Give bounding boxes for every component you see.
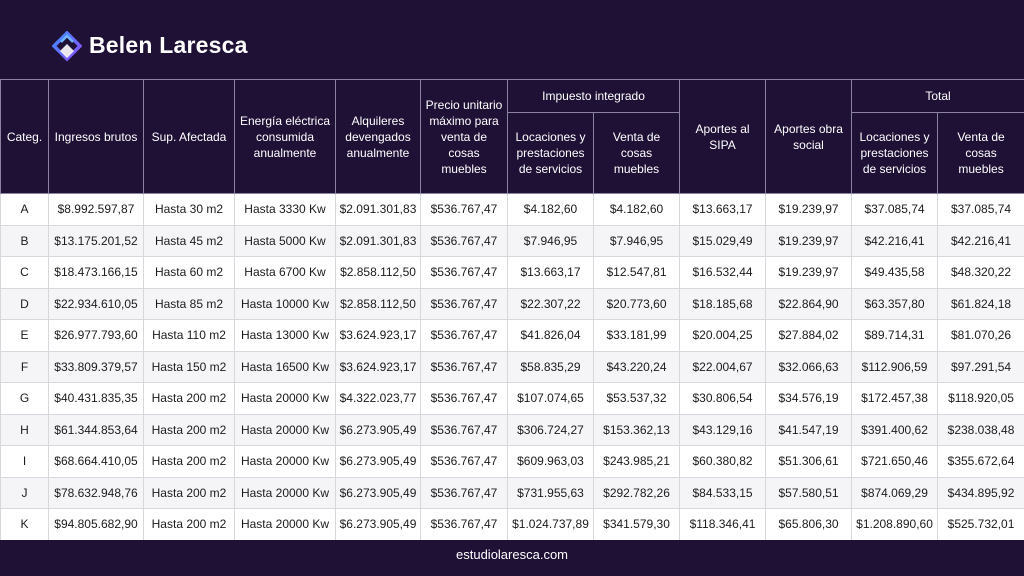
table-row — [1, 509, 1024, 541]
cell-superficie: Hasta 200 m2 — [144, 414, 235, 446]
cell-precio-unitario: $536.767,47 — [421, 194, 508, 226]
cell-impuesto-servicios: $609.963,03 — [508, 446, 594, 478]
table-row — [1, 225, 1024, 257]
cell-total-muebles: $434.895,92 — [938, 477, 1024, 509]
cell-alquileres: $4.322.023,77 — [336, 383, 421, 415]
cell-impuesto-servicios: $7.946,95 — [508, 225, 594, 257]
cell-impuesto-muebles: $243.985,21 — [594, 446, 680, 478]
table-row — [1, 446, 1024, 478]
cell-energia: Hasta 20000 Kw — [235, 509, 336, 541]
cell-aportes-obra-social: $32.066,63 — [766, 351, 852, 383]
cell-total-servicios: $721.650,46 — [852, 446, 938, 478]
cell-precio-unitario: $536.767,47 — [421, 383, 508, 415]
cell-alquileres: $2.858.112,50 — [336, 257, 421, 289]
cell-total-servicios: $391.400,62 — [852, 414, 938, 446]
cell-superficie: Hasta 200 m2 — [144, 383, 235, 415]
cell-total-servicios: $172.457,38 — [852, 383, 938, 415]
cell-impuesto-servicios: $41.826,04 — [508, 320, 594, 352]
cell-impuesto-muebles: $20.773,60 — [594, 288, 680, 320]
cell-aportes-sipa: $30.806,54 — [680, 383, 766, 415]
cell-alquileres: $3.624.923,17 — [336, 351, 421, 383]
cell-aportes-obra-social: $19.239,97 — [766, 225, 852, 257]
cell-precio-unitario: $536.767,47 — [421, 351, 508, 383]
cell-superficie: Hasta 85 m2 — [144, 288, 235, 320]
cell-categoria: C — [1, 257, 49, 289]
header-total-servicios: Locaciones y prestaciones de servicios — [852, 113, 938, 194]
cell-superficie: Hasta 200 m2 — [144, 509, 235, 541]
cell-ingresos-brutos: $26.977.793,60 — [49, 320, 144, 352]
cell-impuesto-servicios: $13.663,17 — [508, 257, 594, 289]
cell-impuesto-muebles: $53.537,32 — [594, 383, 680, 415]
cell-categoria: I — [1, 446, 49, 478]
cell-total-muebles: $355.672,64 — [938, 446, 1024, 478]
table-row — [1, 288, 1024, 320]
table-row — [1, 320, 1024, 352]
cell-impuesto-servicios: $22.307,22 — [508, 288, 594, 320]
cell-precio-unitario: $536.767,47 — [421, 288, 508, 320]
table-row — [1, 383, 1024, 415]
cell-precio-unitario: $536.767,47 — [421, 225, 508, 257]
cell-aportes-obra-social: $22.864,90 — [766, 288, 852, 320]
cell-categoria: G — [1, 383, 49, 415]
cell-precio-unitario: $536.767,47 — [421, 509, 508, 541]
cell-aportes-sipa: $18.185,68 — [680, 288, 766, 320]
cell-ingresos-brutos: $33.809.379,57 — [49, 351, 144, 383]
cell-total-servicios: $112.906,59 — [852, 351, 938, 383]
cell-impuesto-muebles: $341.579,30 — [594, 509, 680, 541]
cell-ingresos-brutos: $94.805.682,90 — [49, 509, 144, 541]
cell-aportes-sipa: $43.129,16 — [680, 414, 766, 446]
cell-total-muebles: $81.070,26 — [938, 320, 1024, 352]
cell-impuesto-servicios: $58.835,29 — [508, 351, 594, 383]
cell-total-servicios: $874.069,29 — [852, 477, 938, 509]
cell-energia: Hasta 13000 Kw — [235, 320, 336, 352]
cell-energia: Hasta 6700 Kw — [235, 257, 336, 289]
cell-precio-unitario: $536.767,47 — [421, 320, 508, 352]
cell-total-muebles: $525.732,01 — [938, 509, 1024, 541]
table-body — [1, 194, 1024, 541]
cell-energia: Hasta 5000 Kw — [235, 225, 336, 257]
table-row — [1, 477, 1024, 509]
header-alquileres: Alquileres devengados anualmente — [336, 80, 421, 194]
cell-total-muebles: $48.320,22 — [938, 257, 1024, 289]
footer-bar — [0, 540, 1024, 576]
cell-aportes-obra-social: $41.547,19 — [766, 414, 852, 446]
cell-superficie: Hasta 200 m2 — [144, 477, 235, 509]
cell-total-servicios: $37.085,74 — [852, 194, 938, 226]
cell-alquileres: $6.273.905,49 — [336, 446, 421, 478]
cell-superficie: Hasta 30 m2 — [144, 194, 235, 226]
cell-alquileres: $2.858.112,50 — [336, 288, 421, 320]
cell-ingresos-brutos: $61.344.853,64 — [49, 414, 144, 446]
cell-ingresos-brutos: $18.473.166,15 — [49, 257, 144, 289]
table-row — [1, 351, 1024, 383]
cell-superficie: Hasta 60 m2 — [144, 257, 235, 289]
cell-impuesto-servicios: $4.182,60 — [508, 194, 594, 226]
cell-categoria: K — [1, 509, 49, 541]
cell-ingresos-brutos: $78.632.948,76 — [49, 477, 144, 509]
cell-aportes-obra-social: $34.576,19 — [766, 383, 852, 415]
cell-aportes-obra-social: $27.884,02 — [766, 320, 852, 352]
cell-aportes-obra-social: $19.239,97 — [766, 194, 852, 226]
cell-aportes-sipa: $20.004,25 — [680, 320, 766, 352]
cell-total-servicios: $42.216,41 — [852, 225, 938, 257]
cell-precio-unitario: $536.767,47 — [421, 477, 508, 509]
cell-alquileres: $6.273.905,49 — [336, 509, 421, 541]
cell-categoria: J — [1, 477, 49, 509]
header-superficie: Sup. Afectada — [144, 80, 235, 194]
header-impuesto-servicios: Locaciones y prestaciones de servicios — [508, 113, 594, 194]
header-energia: Energía eléctrica consumida anualmente — [235, 80, 336, 194]
cell-categoria: H — [1, 414, 49, 446]
cell-superficie: Hasta 200 m2 — [144, 446, 235, 478]
cell-energia: Hasta 20000 Kw — [235, 477, 336, 509]
cell-aportes-obra-social: $57.580,51 — [766, 477, 852, 509]
table-row — [1, 257, 1024, 289]
cell-ingresos-brutos: $13.175.201,52 — [49, 225, 144, 257]
cell-total-muebles: $61.824,18 — [938, 288, 1024, 320]
cell-ingresos-brutos: $40.431.835,35 — [49, 383, 144, 415]
header-categoria: Categ. — [1, 80, 49, 194]
cell-aportes-sipa: $15.029,49 — [680, 225, 766, 257]
cell-total-servicios: $89.714,31 — [852, 320, 938, 352]
cell-ingresos-brutos: $8.992.597,87 — [49, 194, 144, 226]
cell-energia: Hasta 16500 Kw — [235, 351, 336, 383]
cell-aportes-sipa: $60.380,82 — [680, 446, 766, 478]
header-impuesto-integrado: Impuesto integrado — [508, 80, 680, 113]
cell-categoria: A — [1, 194, 49, 226]
cell-total-muebles: $97.291,54 — [938, 351, 1024, 383]
cell-total-servicios: $1.208.890,60 — [852, 509, 938, 541]
header-aportes-obra-social: Aportes obra social — [766, 80, 852, 194]
cell-alquileres: $2.091.301,83 — [336, 194, 421, 226]
header-total-muebles: Venta de cosas muebles — [938, 113, 1024, 194]
table-row — [1, 414, 1024, 446]
cell-total-servicios: $63.357,80 — [852, 288, 938, 320]
cell-alquileres: $2.091.301,83 — [336, 225, 421, 257]
brand-name: Belen Laresca — [89, 32, 248, 58]
footer-website: estudiolaresca.com — [456, 547, 568, 562]
cell-categoria: B — [1, 225, 49, 257]
cell-precio-unitario: $536.767,47 — [421, 414, 508, 446]
cell-aportes-sipa: $84.533,15 — [680, 477, 766, 509]
cell-aportes-sipa: $22.004,67 — [680, 351, 766, 383]
cell-aportes-sipa: $118.346,41 — [680, 509, 766, 541]
cell-energia: Hasta 3330 Kw — [235, 194, 336, 226]
cell-impuesto-muebles: $153.362,13 — [594, 414, 680, 446]
cell-impuesto-muebles: $43.220,24 — [594, 351, 680, 383]
cell-aportes-sipa: $13.663,17 — [680, 194, 766, 226]
cell-energia: Hasta 20000 Kw — [235, 383, 336, 415]
cell-energia: Hasta 20000 Kw — [235, 414, 336, 446]
cell-total-muebles: $238.038,48 — [938, 414, 1024, 446]
cell-aportes-obra-social: $19.239,97 — [766, 257, 852, 289]
cell-impuesto-muebles: $292.782,26 — [594, 477, 680, 509]
monotributo-table — [0, 79, 1024, 541]
cell-aportes-sipa: $16.532,44 — [680, 257, 766, 289]
cell-total-servicios: $49.435,58 — [852, 257, 938, 289]
cell-impuesto-muebles: $4.182,60 — [594, 194, 680, 226]
cell-energia: Hasta 20000 Kw — [235, 446, 336, 478]
diamond-logo-icon — [52, 31, 82, 65]
cell-alquileres: $6.273.905,49 — [336, 414, 421, 446]
header-impuesto-muebles: Venta de cosas muebles — [594, 113, 680, 194]
cell-alquileres: $6.273.905,49 — [336, 477, 421, 509]
cell-total-muebles: $37.085,74 — [938, 194, 1024, 226]
cell-precio-unitario: $536.767,47 — [421, 257, 508, 289]
cell-impuesto-muebles: $7.946,95 — [594, 225, 680, 257]
header-precio-unitario: Precio unitario máximo para venta de cosas muebles — [421, 80, 508, 194]
header-bar — [0, 0, 1024, 80]
cell-impuesto-servicios: $107.074,65 — [508, 383, 594, 415]
header-aportes-sipa: Aportes al SIPA — [680, 80, 766, 194]
cell-impuesto-servicios: $306.724,27 — [508, 414, 594, 446]
cell-precio-unitario: $536.767,47 — [421, 446, 508, 478]
cell-impuesto-muebles: $33.181,99 — [594, 320, 680, 352]
cell-superficie: Hasta 150 m2 — [144, 351, 235, 383]
header-total: Total — [852, 80, 1024, 113]
table-row — [1, 194, 1024, 226]
cell-total-muebles: $118.920,05 — [938, 383, 1024, 415]
cell-superficie: Hasta 45 m2 — [144, 225, 235, 257]
cell-total-muebles: $42.216,41 — [938, 225, 1024, 257]
cell-alquileres: $3.624.923,17 — [336, 320, 421, 352]
cell-superficie: Hasta 110 m2 — [144, 320, 235, 352]
cell-energia: Hasta 10000 Kw — [235, 288, 336, 320]
header-ingresos-brutos: Ingresos brutos — [49, 80, 144, 194]
cell-categoria: E — [1, 320, 49, 352]
cell-aportes-obra-social: $65.806,30 — [766, 509, 852, 541]
cell-impuesto-muebles: $12.547,81 — [594, 257, 680, 289]
cell-ingresos-brutos: $68.664.410,05 — [49, 446, 144, 478]
cell-aportes-obra-social: $51.306,61 — [766, 446, 852, 478]
cell-impuesto-servicios: $731.955,63 — [508, 477, 594, 509]
cell-ingresos-brutos: $22.934.610,05 — [49, 288, 144, 320]
cell-categoria: D — [1, 288, 49, 320]
cell-impuesto-servicios: $1.024.737,89 — [508, 509, 594, 541]
cell-categoria: F — [1, 351, 49, 383]
